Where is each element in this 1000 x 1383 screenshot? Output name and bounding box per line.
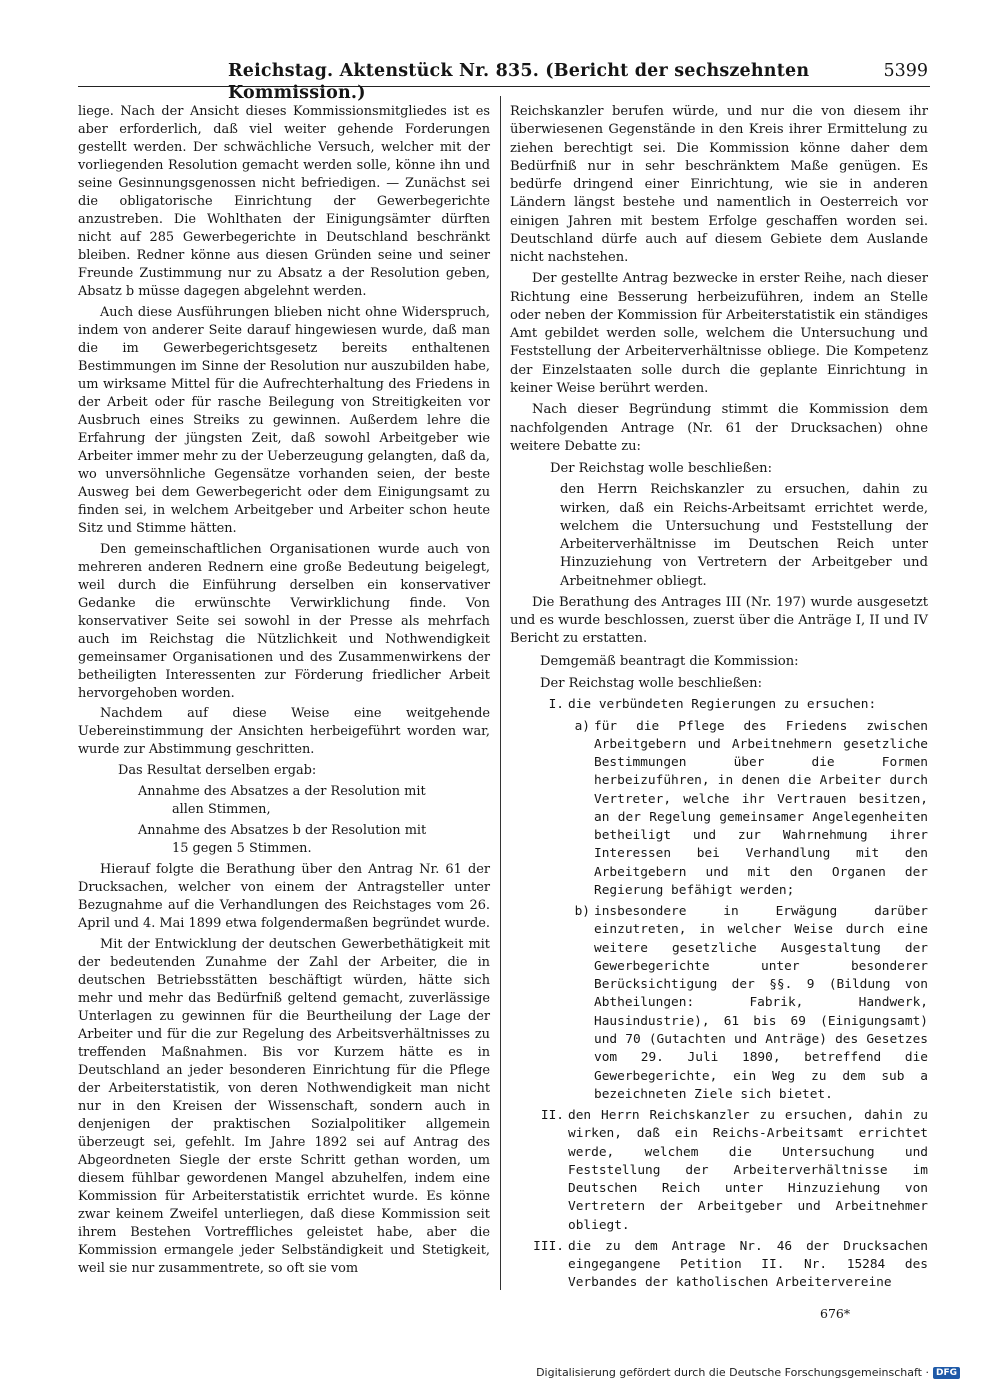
result-line-second: allen Stimmen, (172, 802, 271, 818)
result-line (78, 822, 490, 858)
result-line-second: 15 gegen 5 Stimmen. (172, 841, 312, 857)
proposal-resolve: Der Reichstag wolle beschließen: (540, 675, 763, 691)
result-line (78, 783, 490, 819)
item-label: b) (574, 904, 590, 920)
paragraph: Reichskanzler berufen würde, und nur die von diesem ihr überwiesenen Gegenstände in den Kreis ihrer Ermittelung zu ziehen berechtigt sei. Die Kommission könne daher dem Bedürfniß nur in sehr beschränktem Maße genügen. Es bedürfe dringend einer Einrichtung, wie sie in anderen Ländern längst bestehe und namentlich in Oesterreich vor einigen Jahren mit bestem Erfolge geschaffen worden sei. Deutschland dürfe auch auf diesem Gebiete dem Auslande nicht nachstehen. (510, 104, 928, 266)
right-column (510, 103, 928, 1293)
item-label: I. (548, 697, 564, 713)
proposal-item-b (510, 903, 928, 1104)
item-label: II. (540, 1108, 564, 1124)
item-label: III. (533, 1238, 564, 1254)
result-intro: Das Resultat derselben ergab: (118, 763, 317, 779)
signature-mark: 676* (820, 1306, 851, 1321)
paragraph: Auch diese Ausführungen blieben nicht ohne Widerspruch, indem von anderer Seite darauf hingewiesen wurde, daß man die im Gewerbegerichtsgesetz bereits enthaltenen Bestimmungen im Sinne der Resolution nur auszubilden habe, um wirksame Mittel für die Aufrechterhaltung des Friedens in der Arbeit oder für rasche Beilegung von Streitigkeiten vor Ausbruch eines Streiks zu gewinnen. Außerdem lehre die Erfahrung der jüngsten Zeit, daß sowohl Arbeitgeber wie Arbeiter immer mehr zu der Ueberzeugung gelangten, daß da, wo unversöhnliche Gegensätze vorhanden seien, der beste Ausweg bei dem Gewerbegericht oder dem Einigungsamt zu finden sei, in welchem Arbeitgeber und Arbeiter schon heute Sitz und Stimme hätten. (78, 304, 490, 536)
paragraph: Hierauf folgte die Berathung über den Antrag Nr. 61 der Drucksachen, welcher von einem der Antragsteller unter Bezugnahme auf die Verhandlungen des Reichstages vom 26. April und 4. Mai 1899 etwa folgendermaßen begründet wurde. (78, 862, 491, 932)
item-label: a) (574, 718, 590, 734)
item-text: insbesondere in Erwägung darüber einzutreten, in welcher Weise durch eine weitere gesetzliche Ausgestaltung der Gewerbegerichte unter besonderer Berücksichtigung der §§. 9 (Bildung von Abtheilungen: Fabrik, Handwerk, Hausindustrie), 61 bis 69 (Einigungsamt) und 70 (Gutachten und Anträge) des Gesetzes vom 29. Juli 1890, betreffend die Gewerbegerichte, ein Weg zu dem sub a bezeichneten Ziele sich bietet. (594, 904, 928, 1102)
page-header (78, 60, 930, 103)
result-line-first: Annahme des Absatzes a der Resolution mit (138, 784, 426, 800)
item-text: die verbündeten Regierungen zu ersuchen: (568, 697, 877, 713)
proposal-item-III (510, 1238, 928, 1293)
paragraph: Mit der Entwicklung der deutschen Gewerbethätigkeit mit der bedeutenden Zunahme der Zahl der Arbeiter, die in deutschen Betriebsstätten beschäftigt würden, hätte sich mehr und mehr das Bedürfniß geltend gemacht, zuverlässige Unterlagen zu gewinnen für die Beurtheilung der Lage der Arbeiter und für die zur Regelung des Arbeitsverhältnisses zu treffenden Maßnahmen. Bis vor Kurzem hätte es in Deutschland an jeder besonderen Einrichtung für die Pflege der Arbeiterstatistik, von deren Nothwendigkeit man nicht nur in den Kreisen der Wissenschaft, sondern auch in denjenigen der praktischen Sozialpolitiker allgemein überzeugt sei, gefehlt. Im Jahre 1892 sei auf Antrag des Abgeordneten Siegle der erste Schritt gethan worden, um diesem fühlbar gewordenen Mangel abzuhelfen, indem eine Kommission für Arbeiterstatistik errichtet wurde. Es könne zwar keinem Zweifel unterliegen, daß diese Kommission seit ihrem Bestehen Vortreffliches geleistet habe, aber die Kommission ermangele jeder Selbständigkeit und Stetigkeit, weil sie nur zusammentrete, so oft sie vom (78, 937, 490, 1277)
proposal-intro: Demgemäß beantragt die Kommission: (540, 653, 799, 669)
result-line-first: Annahme des Absatzes b der Resolution mit (138, 823, 427, 839)
item-text: den Herrn Reichskanzler zu ersuchen, dahin zu wirken, daß ein Reichs-Arbeitsamt errichtet werde, welchem die Untersuchung und Feststellung der Arbeiterverhältnisse im Deutschen Reich unter Hinzuziehung von Vertretern der Arbeitgeber und Arbeitnehmer obliegt. (568, 1108, 928, 1233)
paragraph: Den gemeinschaftlichen Organisationen wurde auch von mehreren anderen Rednern eine große Bedeutung beigelegt, weil durch die Einführung derselben ein konservativer Gedanke die erwünschte Verwirklichung finde. Von konservativer Seite sei sowohl in der Presse als mehrfach auch im Reichstag die Nützlichkeit und Nothwendigkeit gemeinsamer Organisationen und des Zusammenwirkens der betheiligten Interessenten zur Förderung friedlicher Arbeit hervorgehoben worden. (78, 541, 490, 701)
left-column (78, 103, 490, 1278)
digitization-credit (536, 1366, 960, 1379)
paragraph: Nachdem auf diese Weise eine weitgehende Uebereinstimmung der Ansichten herbeigeführt worden war, wurde zur Abstimmung geschritten. (78, 706, 490, 758)
motion-text: den Herrn Reichskanzler zu ersuchen, dahin zu wirken, daß ein Reichs-Arbeitsamt errichtet werde, welchem die Untersuchung und Feststellung der Arbeiterverhältnisse im Deutschen Reich unter Hinzuziehung von Vertretern der Arbeitgeber und Arbeitnehmer obliegt. (560, 482, 928, 589)
paragraph: liege. Nach der Ansicht dieses Kommissionsmitgliedes ist es aber erforderlich, daß viel weiter gehende Forderungen gestellt werden. Der schwächliche Versuch, welcher mit der vorliegenden Resolution gemacht werden solle, könne ihn und seine Gesinnungsgenossen nicht befriedigen. — Zunächst sei die obligatorische Einrichtung der Gewerbegerichte anzustreben. Die Wohlthaten der Einigungsämter dürften nicht auf 285 Gewerbegerichte in Deutschland beschränkt bleiben. Redner könne aus diesen Gründen seine und seiner Freunde Zustimmung nur zu Absatz a der Resolution geben, Absatz b müsse dagegen abgelehnt werden. (78, 104, 490, 299)
dfg-logo: DFG (933, 1367, 960, 1379)
item-text: die zu dem Antrage Nr. 46 der Drucksachen eingegangene Petition II. Nr. 15284 des Verbandes der katholischen Arbeitervereine (568, 1238, 928, 1291)
column-divider (500, 96, 501, 1290)
page-number: 5399 (883, 61, 928, 81)
motion-intro: Der Reichstag wolle beschließen: (550, 461, 773, 477)
proposal-list (510, 696, 928, 1293)
proposal-item-a (510, 718, 928, 901)
paragraph: Nach dieser Begründung stimmt die Kommission dem nachfolgenden Antrage (Nr. 61 der Drucksachen) ohne weitere Debatte zu: (510, 402, 928, 454)
header-title: Reichstag. Aktenstück Nr. 835. (Bericht der sechszehnten Kommission.) (228, 61, 810, 103)
item-text: für die Pflege des Friedens zwischen Arbeitgebern und Arbeitnehmern gesetzliche Bestimmungen über die Formen herbeizuführen, in denen die Arbeiter durch Vertreter, welche ihr Vertrauen besitzen, an der Regelung gemeinsamer Angelegenheiten betheiligt und zur Wahrnehmung ihrer Interessen bei Verhandlung mit den Arbeitgebern und mit den Organen der Regierung befähigt werden; (594, 718, 928, 898)
credit-text: Digitalisierung gefördert durch die Deutsche Forschungsgemeinschaft · (536, 1366, 929, 1379)
proposal-item-II (510, 1107, 928, 1235)
proposal-item-I (510, 696, 928, 714)
paragraph: Der gestellte Antrag bezwecke in erster Reihe, nach dieser Richtung eine Besserung herbeizuführen, indem an Stelle oder neben der Kommission für Arbeiterstatistik ein ständiges Amt gebildet werden solle, welchem die Untersuchung und Feststellung der Arbeiterverhältnisse obliege. Die Kompetenz der Einzelstaaten solle durch die geplante Einrichtung in keiner Weise berührt werden. (510, 271, 928, 396)
paragraph: Die Berathung des Antrages III (Nr. 197) wurde ausgesetzt und es wurde beschlossen, zuerst über die Anträge I, II und IV Bericht zu erstatten. (510, 594, 928, 647)
